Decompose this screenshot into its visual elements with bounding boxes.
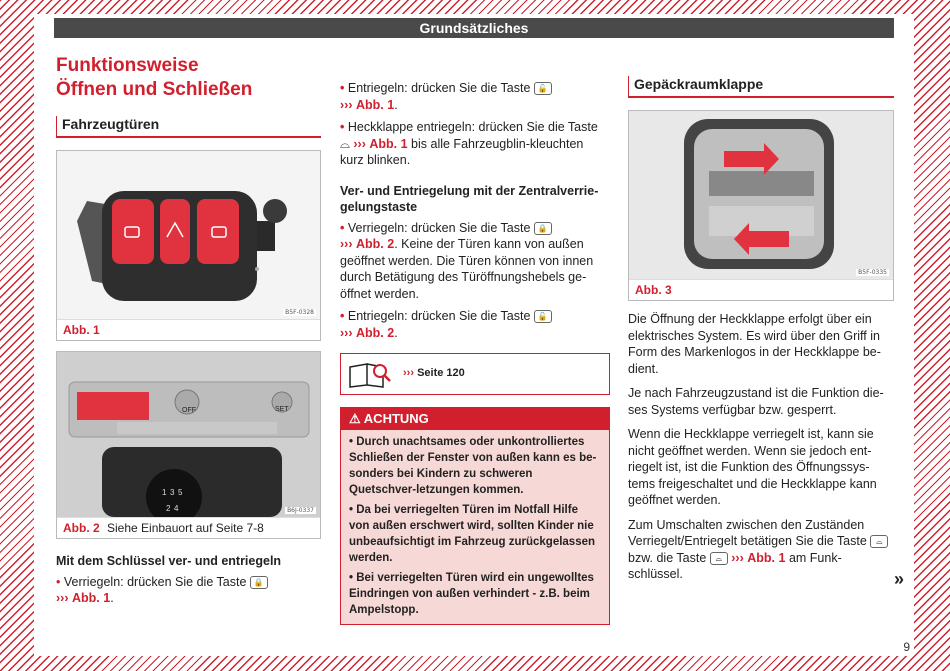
key-lock-ref[interactable]: Abb. 1 (71, 591, 111, 605)
paragraph: Wenn die Heckklappe verriegelt ist, kann sie nicht geöffnet werden. Wenn sie jedoch ent-riegelt ist, ist die Funktion des Öffnungssys-tems freigeschaltet und die Heckklappe kann geöffnet werden. (628, 427, 877, 507)
toggle-ref[interactable]: Abb. 1 (747, 550, 786, 565)
gear-3-label: 3 (170, 488, 175, 497)
page (34, 14, 914, 656)
unlock-ref[interactable]: Abb. 1 (355, 97, 395, 112)
trunk-text: Heckklappe entriegeln: drücken Sie die Taste (347, 120, 598, 134)
central-lock-subhead: Ver- und Entriegelung mit der Zentralverrie-gelungstaste (340, 183, 599, 214)
central-unlock-ref[interactable]: Abb. 2 (355, 325, 395, 340)
page-number: 9 (903, 640, 910, 654)
bullet-icon: • (340, 309, 345, 323)
warning-text: Durch unachtsames oder unkontrolliertes Schließen der Fenster von außen kann es be-sonders bei Kindern zu schweren Quetschver-letzungen kommen. (349, 436, 597, 496)
warning-title: ACHTUNG (363, 411, 429, 426)
paragraph: Die Öffnung der Heckklappe erfolgt über ein elektrisches System. Es wird über den Griff in Form des Markenlogos in der Heckklappe be-dient. (628, 312, 881, 376)
reference-arrow-icon: ››› (353, 136, 366, 151)
warning-text: Bei verriegelten Türen wird ein ungewolltes Eindringen von außen verhindert - z.B. beim Ampelstopp. (349, 572, 594, 616)
figure-1-label: Abb. 1 (63, 323, 100, 337)
figure-2-caption-text: Siehe Einbauort auf Seite 7-8 (107, 521, 264, 535)
figure-2 (56, 351, 321, 539)
paragraph: Je nach Fahrzeugzustand ist die Funktion die-ses Systems verfügbar bzw. gesperrt. (628, 386, 884, 417)
central-unlock-text: Entriegeln: drücken Sie die Taste (347, 309, 531, 323)
warning-item: • Bei verriegelten Türen wird ein ungewolltes Eindringen von außen verhindert - z.B. beim Ampelstopp. (349, 572, 594, 616)
figure-1-code: B5F-0328 (285, 309, 314, 316)
toggle-text-a: Zum Umschalten zwischen den Zuständen Verriegelt/Entriegelt betätigen Sie die Taste (628, 517, 867, 548)
console-off-label: OFF (182, 407, 196, 414)
warning-header (341, 408, 609, 430)
central-unlock-item: • Entriegeln: drücken Sie die Taste 🔓 ››› Abb. 2. (340, 308, 610, 341)
bullet-icon: • (340, 220, 345, 235)
figure-1-caption (57, 319, 320, 340)
brand-logo-illustration (629, 111, 893, 279)
figure-1 (56, 150, 321, 341)
unlock-key-icon: 🔓 (534, 82, 552, 95)
gear-1-label: 1 (162, 488, 167, 497)
reference-arrow-icon: ››› (340, 97, 353, 112)
bullet-icon: • (56, 574, 61, 589)
lock-key-icon: ⌓ (870, 535, 888, 548)
cross-reference-box[interactable] (340, 353, 610, 395)
reference-arrow-icon: ››› (340, 325, 353, 340)
gear-4-label: 4 (174, 504, 179, 513)
warning-box (340, 407, 610, 625)
column-1 (56, 54, 321, 607)
figure-2-code: B6J-0337 (287, 507, 314, 514)
bullet-icon: • (340, 81, 345, 95)
page-header: Grundsätzliches (54, 18, 894, 38)
trunk-key-icon: ⌓ (340, 136, 350, 151)
unlock-item: • Entriegeln: drücken Sie die Taste 🔓 ››› Abb. 1. (340, 80, 610, 113)
toggle-text-b: bzw. die Taste (628, 550, 707, 565)
figure-3-code: B5F-0335 (858, 269, 887, 276)
warning-icon: ⚠ (349, 411, 361, 426)
reference-arrow-icon: ››› (403, 367, 414, 379)
book-magnifier-icon (347, 359, 393, 389)
bullet-icon: • (340, 120, 345, 134)
chapter-subtitle: Öffnen und Schließen (56, 79, 253, 100)
cross-reference-page[interactable]: Seite 120 (417, 367, 465, 379)
unlock-key-icon: 🔓 (534, 310, 552, 323)
key-lock-subhead: Mit dem Schlüssel ver- und entriegeln (56, 554, 282, 568)
column-3 (628, 76, 894, 583)
trunk-logo-image (629, 111, 893, 279)
figure-2-caption (57, 517, 320, 538)
central-lock-item (340, 220, 610, 303)
gear-5-label: 5 (178, 488, 183, 497)
reference-arrow-icon: ››› (731, 550, 744, 565)
reference-arrow-icon: ››› (56, 591, 69, 605)
key-fob-illustration (57, 151, 320, 319)
warning-text: Da bei verriegelten Türen im Notfall Hilfe von außen erschwert wird, sollten Kinder nie unbeaufsichtigt im Fahrzeug zurückgelassen werden. (349, 504, 596, 564)
column-2 (340, 80, 610, 625)
figure-2-label: Abb. 2 (63, 521, 100, 535)
cross-reference-text[interactable] (403, 367, 465, 379)
unlock-text: Entriegeln: drücken Sie die Taste (347, 81, 531, 95)
central-lock-text-b: . Keine der Türen kann von außen geöffnet werden. Die Türen können von innen durch Betätigung des Türöffnungshebels ge-öffnet werden. (340, 237, 594, 301)
warning-item: • Durch unachtsames oder unkontrolliertes Schließen der Fenster von außen kann es be-sonders bei Kindern zu schweren Quetschver-letzungen kommen. (349, 436, 597, 496)
section-heading-trunk: Gepäckraumklappe (628, 76, 894, 98)
key-lock-item: • Verriegeln: drücken Sie die Taste 🔒 ››› Abb. 1. (56, 574, 321, 607)
trunk-text-b: bis alle Fahrzeugblin-kleuchten kurz blinken. (340, 136, 584, 167)
center-console-illustration (57, 352, 320, 517)
section-heading-doors: Fahrzeugtüren (56, 116, 321, 138)
gear-2-label: 2 (166, 504, 171, 513)
lock-key-icon: 🔒 (250, 576, 268, 589)
figure-3 (628, 110, 894, 301)
toggle-text-c: am Funk-schlüssel. (628, 550, 842, 581)
central-lock-text: Verriegeln: drücken Sie die Taste (347, 220, 531, 235)
chapter-title: Funktionsweise (56, 55, 199, 76)
central-lock-ref[interactable]: Abb. 2 (355, 237, 395, 251)
continue-arrow-icon: » (894, 569, 905, 589)
trunk-item (340, 119, 610, 169)
lock-key-icon: 🔒 (534, 222, 552, 235)
paragraph-toggle-keys (628, 517, 894, 583)
warning-item: • Da bei verriegelten Türen im Notfall Hilfe von außen erschwert wird, sollten Kinder nie unbeaufsichtigt im Fahrzeug zurückgelassen werden. (349, 504, 596, 564)
key-fob-image (57, 151, 320, 319)
reference-arrow-icon: ››› (340, 237, 353, 251)
trunk-ref[interactable]: Abb. 1 (369, 136, 408, 151)
key-lock-text: Verriegeln: drücken Sie die Taste (63, 574, 247, 589)
console-set-label: SET (275, 406, 289, 413)
figure-3-caption (629, 279, 893, 300)
figure-3-label: Abb. 3 (635, 283, 672, 297)
unlock-key-icon: ⌓ (710, 552, 728, 565)
center-console-image (57, 352, 320, 517)
